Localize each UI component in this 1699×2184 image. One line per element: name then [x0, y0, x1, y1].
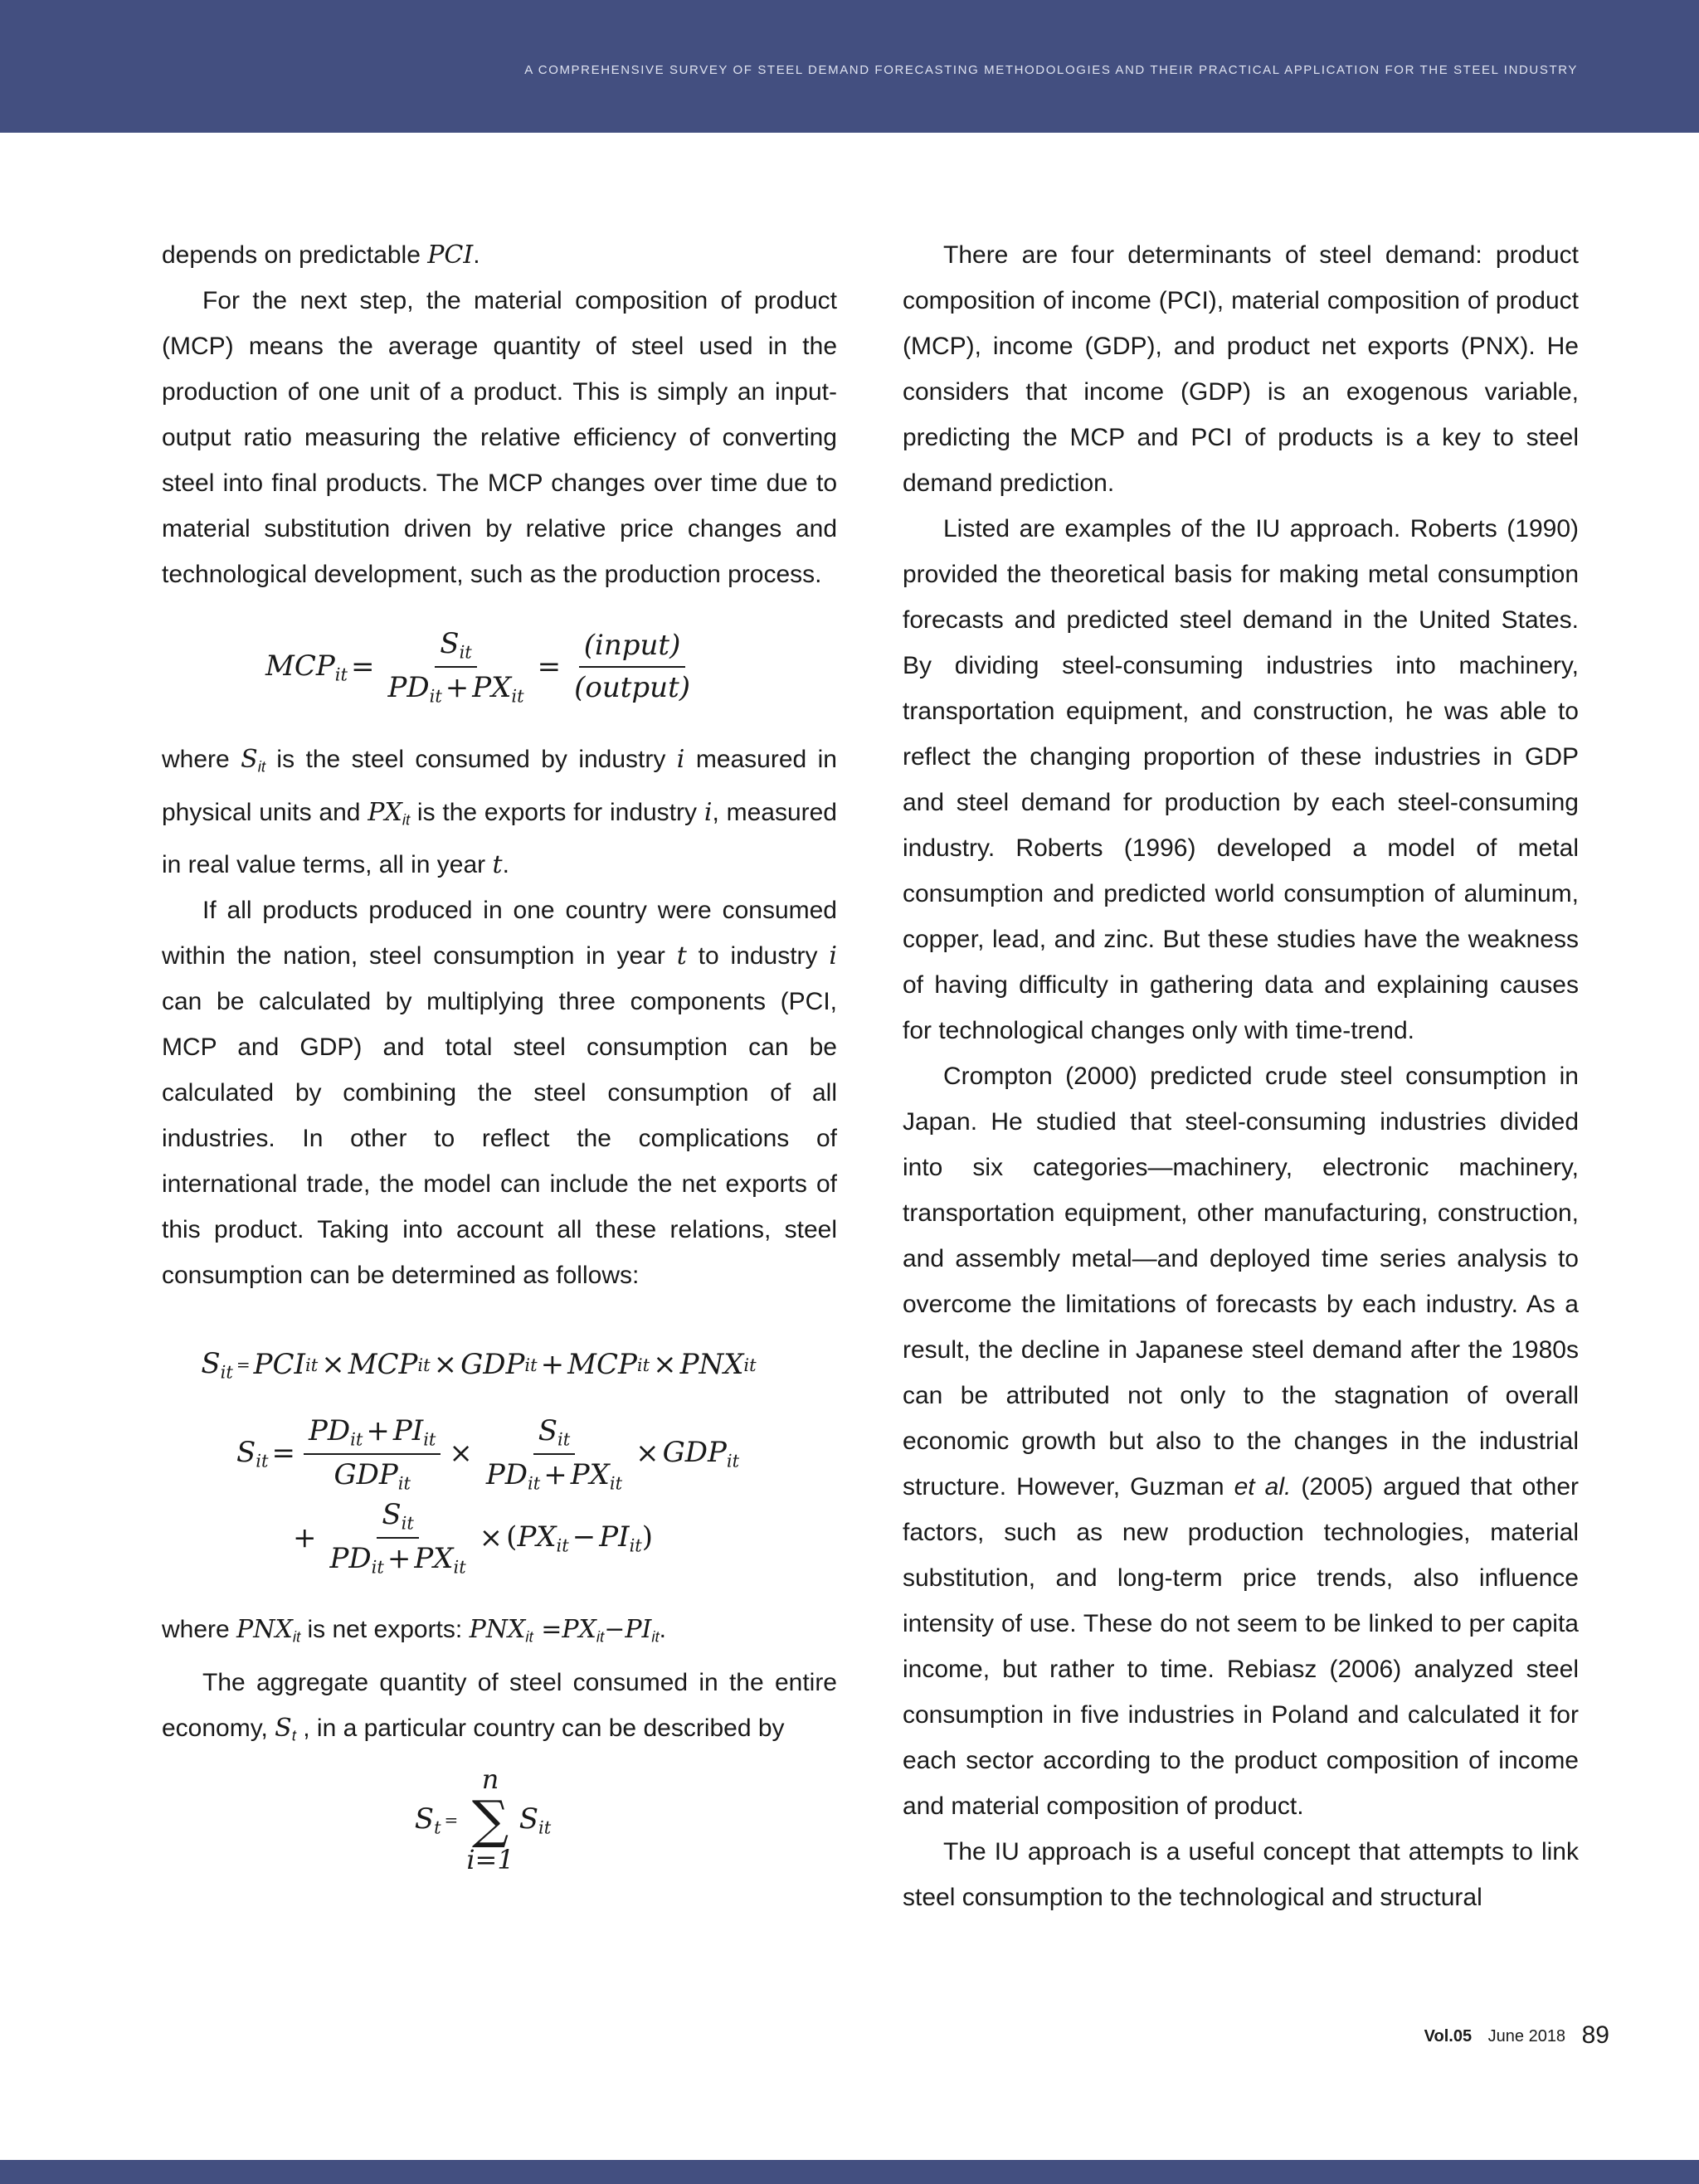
right-column — [903, 232, 1579, 1920]
paragraph-iu-examples: Listed are examples of the IU approach. Roberts (1990) provided the theoretical basis for making metal consumption forecasts and predicted steel demand in the United States. By dividing steel-consuming industries into machinery, transportation equipment, and construction, he was able to reflect the changing proportion of these industries in GDP and steel demand for production by each steel-consuming industry. Roberts (1996) developed a model of metal consumption and predicted world consumption of aluminum, copper, lead, and zinc. But these studies have the weakness of having difficulty in gathering data and explaining causes for technological changes only with time-trend. — [903, 515, 1579, 1044]
header-band — [0, 0, 1699, 133]
left-column — [162, 232, 837, 1882]
page-footer — [1424, 2021, 1609, 2050]
footer-band — [0, 2160, 1699, 2184]
equation-sit-expanded: $S_{it}$ = $\frac{PD_{it} + PI_{it}}{GDP_{it}}$ × $\frac{S_{it}}{PD_{it} + PX_{it}}$ × $GDP_{it}$ + $\frac{S_{it}}{PD_{it} + PX_{it}}$ × $(PX_{it} - PI_{it})$ — [236, 1414, 740, 1578]
running-title: A COMPREHENSIVE SURVEY OF STEEL DEMAND FORECASTING METHODOLOGIES AND THEIR PRACTICAL APPLICATION FOR THE STEEL INDUSTRY — [524, 63, 1578, 77]
equation-sum: $S_t$ = n ∑ i=1 $S_{it}$ — [414, 1763, 552, 1876]
volume-label: Vol.05 — [1424, 2027, 1473, 2045]
issue-date: June 2018 — [1487, 2027, 1566, 2045]
paragraph-iu-concept: The IU approach is a useful concept that attempts to link steel consumption to the technological and structural — [903, 1838, 1579, 1911]
equation-mcp: $MCP_{it}$ = $\frac{S_{it}}{PD_{it} + PX_{it}}$ = $\frac{\text{(input)}}{\text{(output)}}$ — [265, 627, 690, 707]
paragraph-aggregate: The aggregate quantity of steel consumed in the entire economy, $S_t$ , in a particular country can be described by — [162, 1668, 837, 1744]
page-number: 89 — [1581, 2021, 1609, 2049]
paragraph-net-exports: where $PNX_{it}$ is net exports: $PNX_{it} =PX_{it}-PI_{it}$. — [162, 1615, 667, 1646]
paragraph-mcp-definition: For the next step, the material composition of product (MCP) means the average quantity of steel used in the production of one unit of a product. This is simply an input-output ratio measuring the relative efficiency of converting steel into final products. The MCP changes over time due to material substitution driven by relative price changes and technological development, such as the production process. — [162, 287, 837, 588]
equation-sit: $S_{it}$ = PCI it × MCP it × GDP it + MCP it × PNX it — [201, 1346, 757, 1383]
paragraph-consumption-model: If all products produced in one country were consumed within the nation, steel consumption in year t to industry i can be calculated by multiplying three components (PCI, MCP and GDP) and total steel consumption can be calculated by combining the steel consumption of all industries. In other to reflect the complications of international trade, the model can include the net exports of this product. Taking into account all these relations, steel consumption can be determined as follows: — [162, 897, 838, 1290]
paragraph-crompton: Crompton (2000) predicted crude steel consumption in Japan. He studied that steel-consuming industries divided into six categories—machinery, electronic machinery, transportation equipment, other manufacturing, construction, and assembly metal—and deployed time series analysis to overcome the limitations of forecasts by each industry. As a result, the decline in Japanese steel demand after the 1980s can be attributed not only to the stagnation of overall economic growth but also to the changes in the industrial structure. However, Guzman et al. (2005) argued that other factors, such as new production technologies, material substitution, and long-term price trends, also influence intensity of use. These do not seem to be linked to per capita income, but rather to time. Rebiasz (2006) analyzed steel consumption in five industries in Poland and calculated it for each sector according to the product composition of income and material composition of product. — [903, 1063, 1580, 1820]
paragraph-determinants: There are four determinants of steel demand: product composition of income (PCI), material composition of product (MCP), income (GDP), and product net exports (PNX). He considers that income (GDP) is an exogenous variable, predicting the MCP and PCI of products is a key to steel demand prediction. — [903, 241, 1579, 497]
paragraph-where-sit: where $S_{it}$ is the steel consumed by industry i measured in physical units and $PX_{it}$ is the exports for industry i, measured in real value terms, all in year t. — [162, 745, 837, 880]
paragraph-continuation: depends on predictable PCI. — [162, 241, 480, 270]
